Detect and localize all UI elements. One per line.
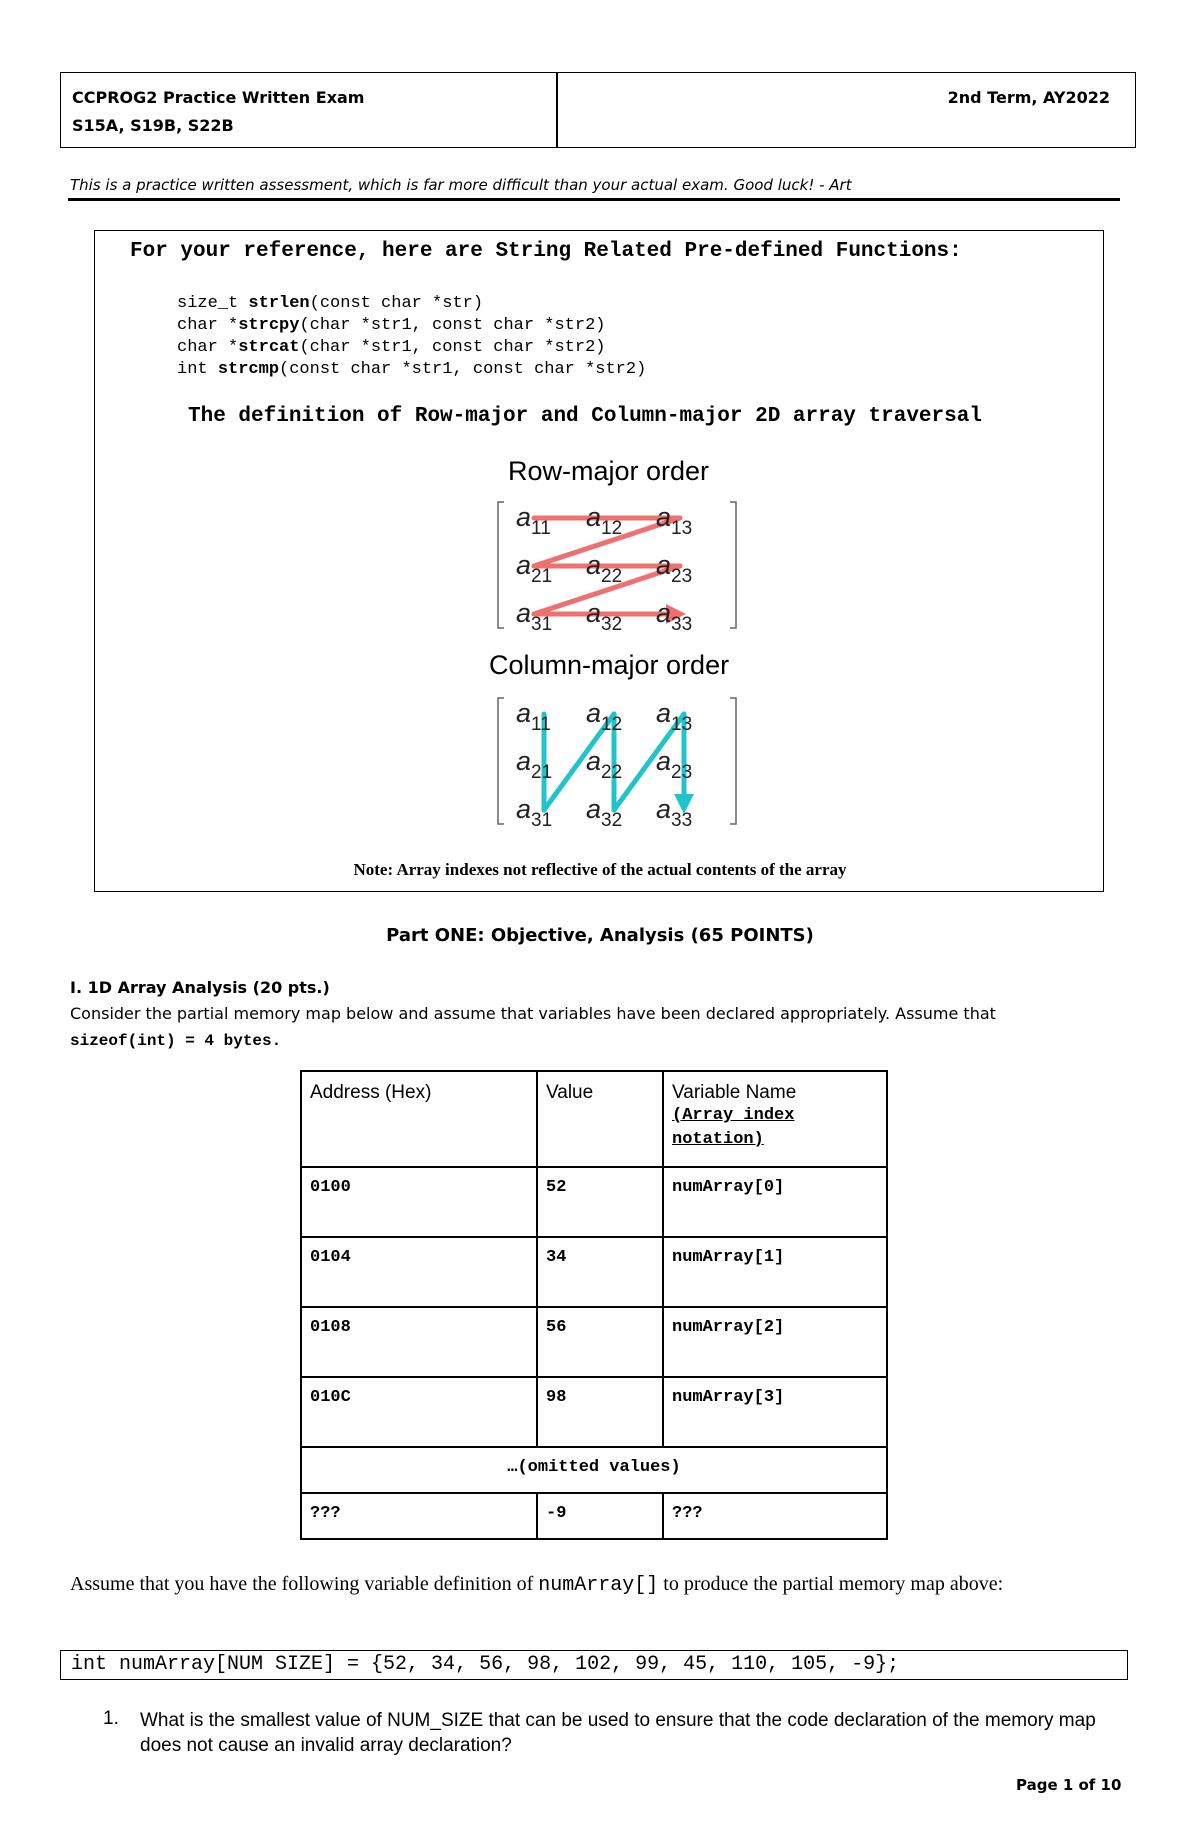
address-cell: 0108 bbox=[301, 1307, 537, 1377]
column-major-element-13: $a_{13}$ bbox=[656, 698, 693, 735]
column-major-element-22: $a_{22}$ bbox=[586, 746, 623, 783]
intro-text: Consider the partial memory map below and assume that variables have been declared appropriately. Assume that bbox=[70, 1004, 996, 1023]
address-cell: 0100 bbox=[301, 1167, 537, 1237]
row-major-element-22: $a_{22}$ bbox=[586, 550, 623, 587]
reference-note: Note: Array indexes not reflective of the actual contents of the array bbox=[353, 860, 847, 879]
omitted-row bbox=[301, 1447, 887, 1493]
header-variable-name bbox=[663, 1071, 887, 1167]
column-major-element-21: $a_{21}$ bbox=[516, 746, 553, 783]
header-variable-name-sub: (Array index notation) bbox=[672, 1106, 795, 1149]
variable-cell: numArray[1] bbox=[663, 1237, 887, 1307]
header-address: Address (Hex) bbox=[301, 1071, 537, 1167]
address-cell: 0104 bbox=[301, 1237, 537, 1307]
header-variable-name-label: Variable Name bbox=[672, 1082, 797, 1103]
address-cell: 010C bbox=[301, 1377, 537, 1447]
code-declaration: int numArray[NUM SIZE] = {52, 34, 56, 98, 102, 99, 45, 110, 105, -9}; bbox=[60, 1650, 1128, 1680]
memory-map-table bbox=[300, 1070, 888, 1540]
address-cell: ??? bbox=[301, 1493, 537, 1539]
row-major-element-33: $a_{33}$ bbox=[656, 598, 693, 635]
column-major-diagram bbox=[490, 686, 750, 836]
value-cell: -9 bbox=[537, 1493, 663, 1539]
variable-cell: ??? bbox=[663, 1493, 887, 1539]
variable-cell: numArray[2] bbox=[663, 1307, 887, 1377]
section-heading: I. 1D Array Analysis (20 pts.) bbox=[70, 978, 330, 997]
value-cell: 34 bbox=[537, 1237, 663, 1307]
row-major-element-31: $a_{31}$ bbox=[516, 598, 553, 635]
row-major-element-13: $a_{13}$ bbox=[656, 502, 693, 539]
definition-title: The definition of Row-major and Column-major 2D array traversal bbox=[188, 405, 982, 428]
table-row bbox=[301, 1377, 887, 1447]
table-header-row bbox=[301, 1071, 887, 1167]
reference-title: For your reference, here are String Related Pre-defined Functions: bbox=[130, 240, 962, 263]
row-major-element-12: $a_{12}$ bbox=[586, 502, 623, 539]
row-major-element-23: $a_{23}$ bbox=[656, 550, 693, 587]
value-cell: 98 bbox=[537, 1377, 663, 1447]
column-major-element-11: $a_{11}$ bbox=[516, 698, 551, 735]
column-major-element-12: $a_{12}$ bbox=[586, 698, 623, 735]
header-rule bbox=[68, 198, 1120, 201]
inline-code: numArray[] bbox=[538, 1574, 659, 1597]
value-cell: 52 bbox=[537, 1167, 663, 1237]
column-major-element-23: $a_{23}$ bbox=[656, 746, 693, 783]
column-major-element-31: $a_{31}$ bbox=[516, 794, 553, 831]
row-major-element-21: $a_{21}$ bbox=[516, 550, 553, 587]
value-cell: 56 bbox=[537, 1307, 663, 1377]
assume-text: Assume that you have the following variable definition of numArray[] to produce the partial memory map above: bbox=[70, 1573, 1004, 1597]
function-strcat: char *strcat(char *str1, const char *str2) bbox=[177, 338, 606, 357]
sizeof-text: sizeof(int) = 4 bytes. bbox=[70, 1032, 282, 1050]
function-strcmp: int strcmp(const char *str1, const char *str2) bbox=[177, 360, 647, 379]
header-divider bbox=[556, 72, 558, 148]
header-value: Value bbox=[537, 1071, 663, 1167]
course-sections: S15A, S19B, S22B bbox=[72, 116, 234, 135]
header-table bbox=[60, 72, 1136, 148]
variable-cell: numArray[3] bbox=[663, 1377, 887, 1447]
column-major-element-32: $a_{32}$ bbox=[586, 794, 623, 831]
column-major-title: Column-major order bbox=[489, 650, 730, 680]
row-major-element-11: $a_{11}$ bbox=[516, 502, 551, 539]
column-major-element-33: $a_{33}$ bbox=[656, 794, 693, 831]
function-strcpy: char *strcpy(char *str1, const char *str2) bbox=[177, 316, 606, 335]
omitted-cell: …(omitted values) bbox=[301, 1447, 887, 1493]
row-major-title: Row-major order bbox=[508, 456, 710, 486]
table-row bbox=[301, 1237, 887, 1307]
question-text: What is the smallest value of NUM_SIZE that can be used to ensure that the code declaration of the memory map does not cause an invalid array declaration? bbox=[140, 1710, 1096, 1756]
row-major-diagram bbox=[490, 490, 750, 640]
question-number: 1. bbox=[103, 1708, 119, 1729]
row-major-element-32: $a_{32}$ bbox=[586, 598, 623, 635]
page-number: Page 1 of 10 bbox=[1016, 1776, 1122, 1794]
practice-note: This is a practice written assessment, which is far more difficult than your actual exam. Good luck! - Art bbox=[70, 176, 852, 194]
function-strlen: size_t strlen(const char *str) bbox=[177, 294, 484, 313]
variable-cell: numArray[0] bbox=[663, 1167, 887, 1237]
part-one-heading: Part ONE: Objective, Analysis (65 POINTS) bbox=[386, 925, 814, 946]
table-row bbox=[301, 1493, 887, 1539]
table-row bbox=[301, 1167, 887, 1237]
table-row bbox=[301, 1307, 887, 1377]
term-label: 2nd Term, AY2022 bbox=[947, 88, 1110, 107]
course-title: CCPROG2 Practice Written Exam bbox=[72, 88, 365, 107]
